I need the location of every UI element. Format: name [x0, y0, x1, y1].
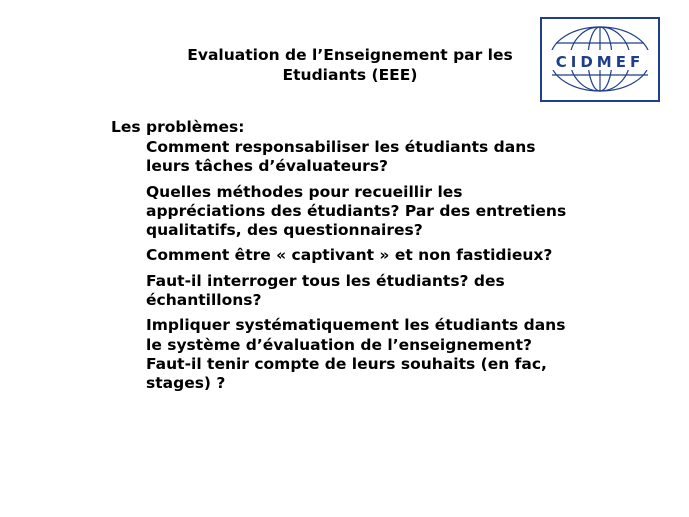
list-item: Quelles méthodes pour recueillir les appréciations des étudiants? Par des entretiens qualitatifs, des questionnaires?	[146, 182, 567, 240]
list-item: Faut-il interroger tous les étudiants? des échantillons?	[146, 271, 505, 310]
cidmef-logo	[540, 17, 660, 102]
slide-title	[180, 45, 520, 85]
list-item: Impliquer systématiquement les étudiants dans le système d’évaluation de l’enseignement? Faut-il tenir compte de leurs souhaits (en fac, stages) ?	[146, 316, 566, 393]
logo-text: CIDMEF	[555, 53, 645, 71]
problem-list	[146, 138, 576, 400]
list-item: Comment être « captivant » et non fastidieux?	[146, 246, 553, 265]
section-heading: Les problèmes:	[111, 118, 245, 136]
list-item: Comment responsabiliser les étudiants dans leurs tâches d’évaluateurs?	[146, 138, 536, 176]
slide-title-line-2: Etudiants (EEE)	[282, 66, 418, 84]
slide-title-line-1: Evaluation de l’Enseignement par les	[187, 46, 513, 64]
